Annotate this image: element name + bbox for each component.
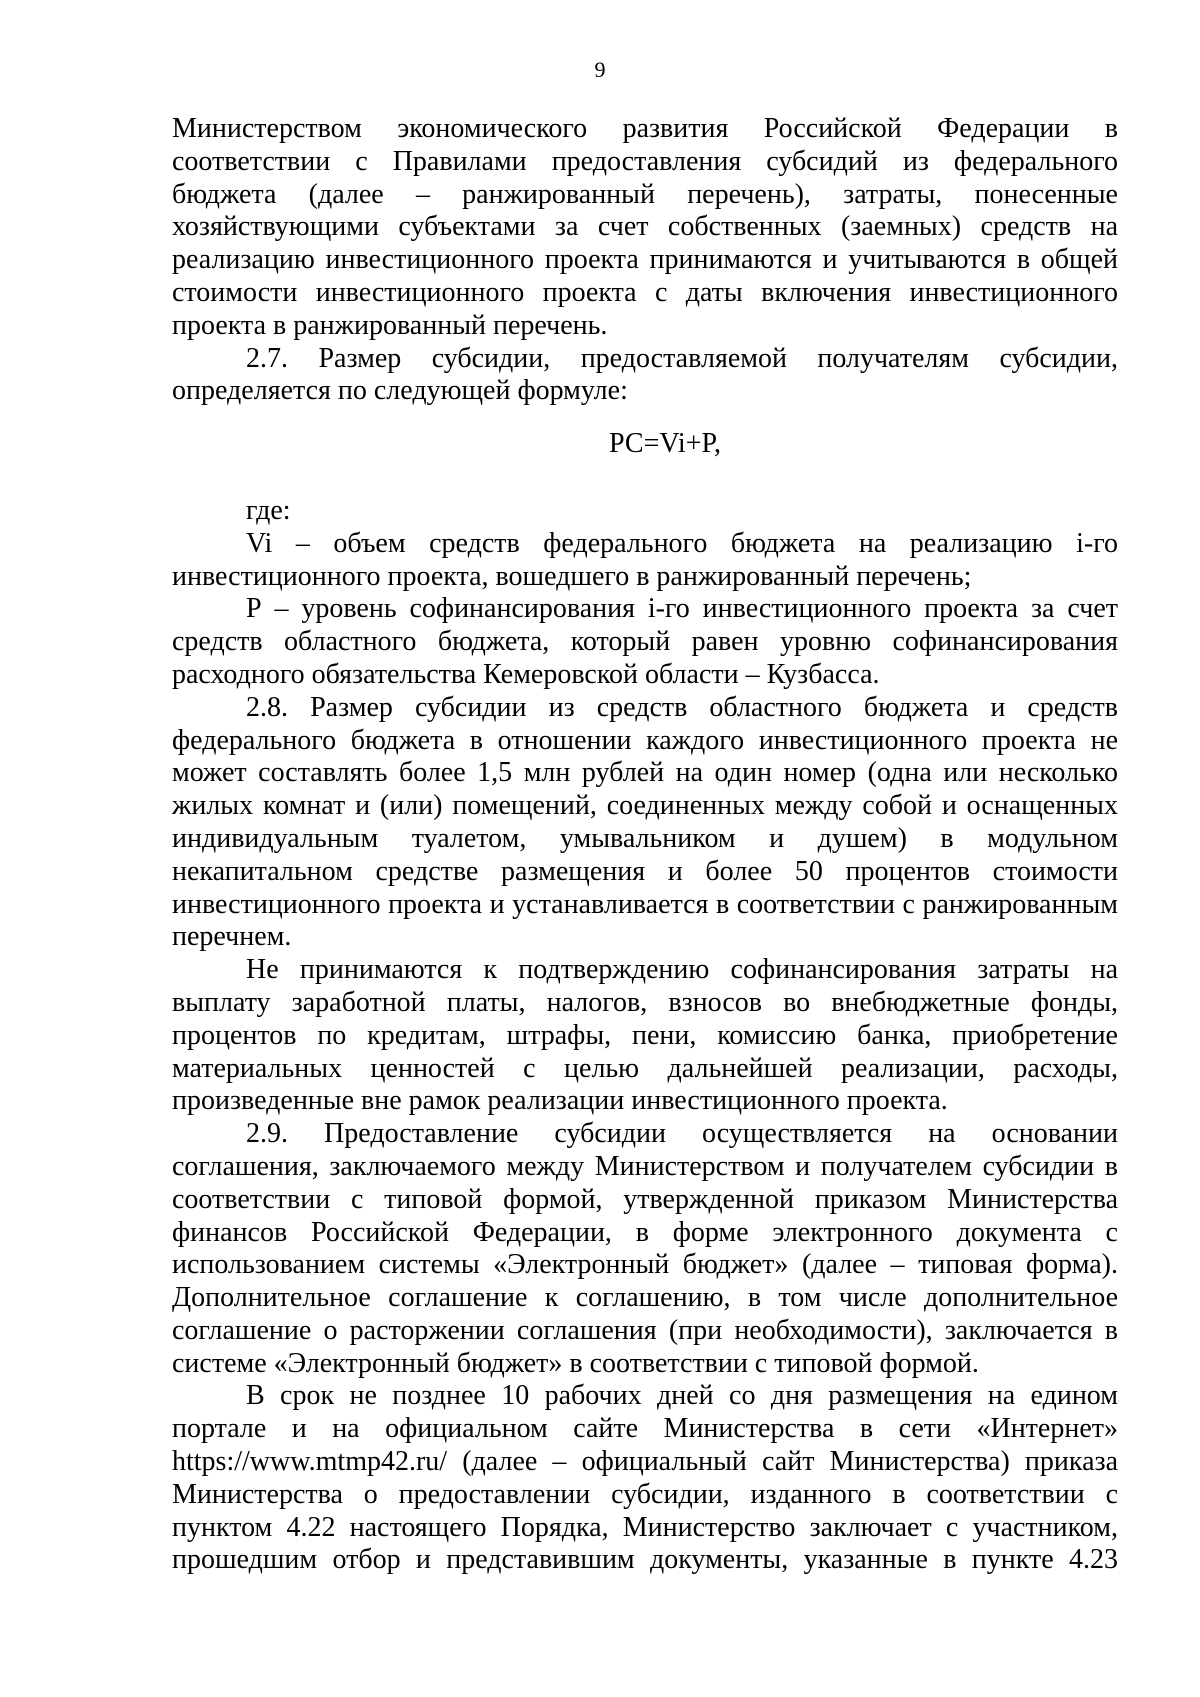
paragraph-excluded-costs: Не принимаются к подтверждению софинансирования затраты на выплату заработной платы, налогов, взносов во внебюджетные фонды, процентов по кредитам, штрафы, пени, комиссию банка, приобретение материальных ценностей с целью дальнейшей реализации, расходы, произведенные вне рамок реализации инвестиционного проекта.: [172, 954, 1118, 1117]
paragraph-vi-definition: Vi – объем средств федерального бюджета на реализацию i-го инвестиционного проекта, вошедшего в ранжированный перечень;: [172, 527, 1118, 592]
page-number: 9: [594, 57, 606, 82]
paragraph-agreement-deadline: В срок не позднее 10 рабочих дней со дня размещения на едином портале и на официальном сайте Министерства в сети «Интернет» https://www.mtmp42.ru/ (далее – официальный сайт Министерства) приказа Министерства о предоставлении субсидии, изданного в соответствии с пунктом 4.22 настоящего Порядка, Министерство заключает с участником, прошедшим отбор и представившим документы, указанные в пункте 4.23: [172, 1380, 1118, 1576]
where-label: где:: [246, 494, 291, 526]
document-body: [172, 113, 1118, 1577]
paragraph-p-definition: Р – уровень софинансирования i-го инвестиционного проекта за счет средств областного бюджета, который равен уровню софинансирования расходного обязательства Кемеровской области – Кузбасса.: [172, 593, 1118, 690]
paragraph-2-7: 2.7. Размер субсидии, предоставляемой получателям субсидии, определяется по следующей формуле:: [172, 342, 1118, 407]
paragraph-2-8: 2.8. Размер субсидии из средств областного бюджета и средств федерального бюджета в отношении каждого инвестиционного проекта не может составлять более 1,5 млн рублей на один номер (одна или несколько жилых комнат и (или) помещений, соединенных между собой и оснащенных индивидуальным туалетом, умывальником и душем) в модульном некапитальном средстве размещения и более 50 процентов стоимости инвестиционного проекта и устанавливается в соответствии с ранжированным перечнем.: [172, 691, 1118, 953]
paragraph-continuation: Министерством экономического развития Российской Федерации в соответствии с Правилами предоставления субсидий из федерального бюджета (далее – ранжированный перечень), затраты, понесенные хозяйствующими субъектами за счет собственных (заемных) средств на реализацию инвестиционного проекта принимаются и учитываются в общей стоимости инвестиционного проекта с даты включения инвестиционного проекта в ранжированный перечень.: [172, 113, 1118, 341]
formula: РС=Vi+P,: [609, 428, 721, 460]
paragraph-2-9: 2.9. Предоставление субсидии осуществляется на основании соглашения, заключаемого между Министерством и получателем субсидии в соответствии с типовой формой, утвержденной приказом Министерства финансов Российской Федерации, в форме электронного документа с использованием системы «Электронный бюджет» (далее – типовая форма). Дополнительное соглашение к соглашению, в том числе дополнительное соглашение о расторжении соглашения (при необходимости), заключается в системе «Электронный бюджет» в соответствии с типовой формой.: [172, 1118, 1118, 1379]
